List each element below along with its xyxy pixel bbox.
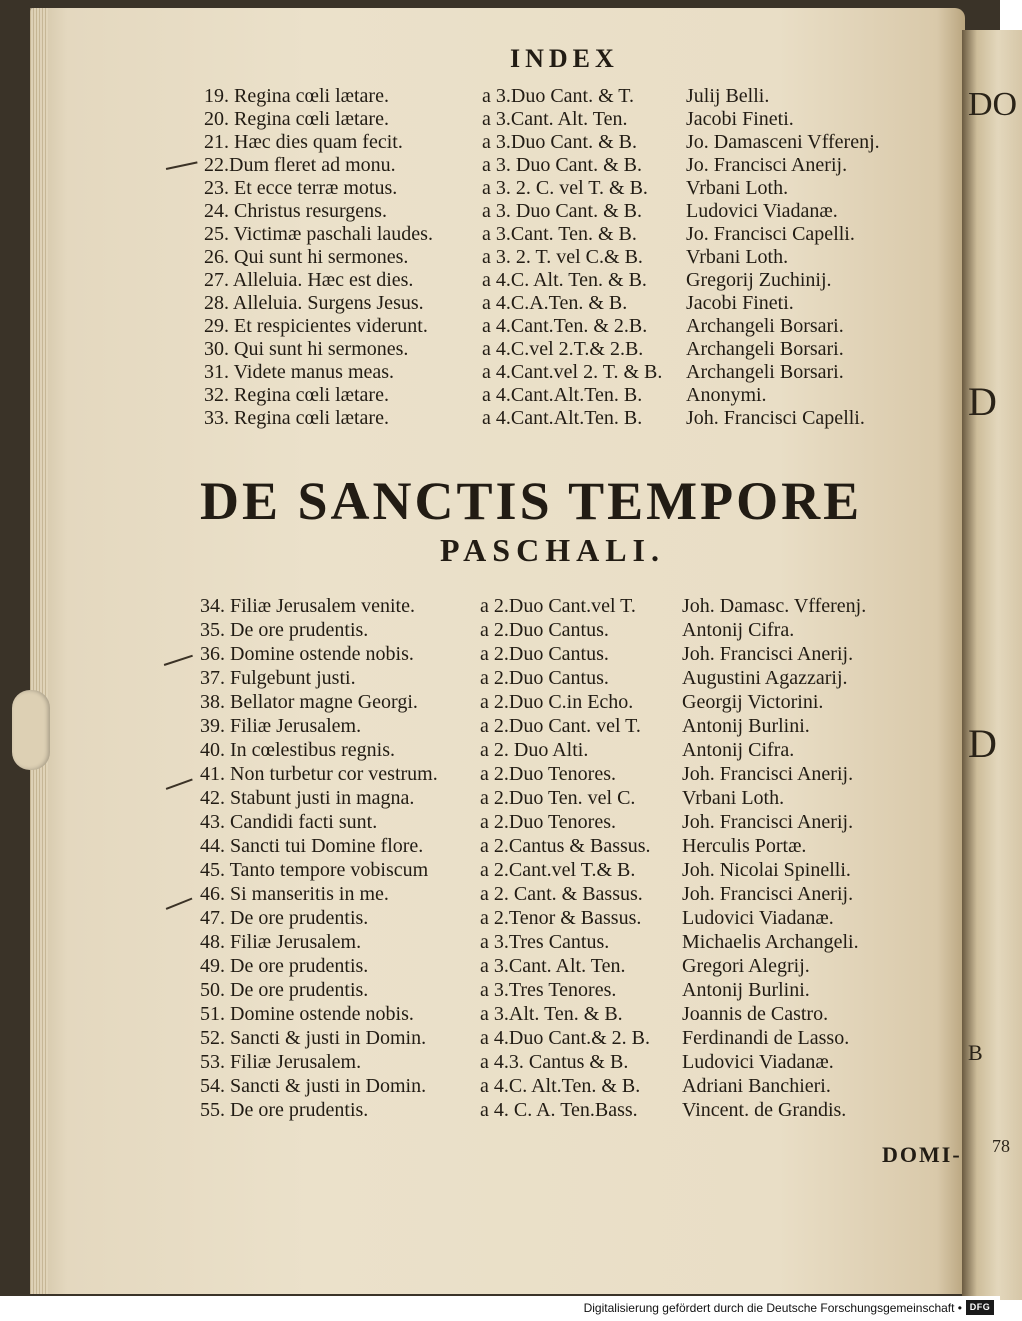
- index-entry: [0, 1002, 1000, 1026]
- funding-notice: Digitalisierung gefördert durch die Deutsche Forschungsgemeinschaft •: [583, 1301, 962, 1315]
- entry-composer: Ludovici Viadanæ.: [682, 907, 834, 929]
- entry-voicing: a 3. 2. C. vel T. & B.: [482, 177, 648, 199]
- index-entry: [0, 858, 1000, 882]
- entry-title: 25. Victimæ paschali laudes.: [204, 223, 433, 245]
- index-entry: [0, 222, 1000, 246]
- entry-composer: Ludovici Viadanæ.: [682, 1051, 834, 1073]
- entry-title: 36. Domine ostende nobis.: [200, 643, 414, 665]
- entry-voicing: a 3. Duo Cant. & B.: [482, 200, 642, 222]
- next-page-fragment: D: [968, 721, 997, 766]
- entry-voicing: a 3.Cant. Alt. Ten.: [482, 108, 628, 130]
- index-entry: [0, 594, 1000, 618]
- next-page-fragment: B: [968, 1040, 983, 1065]
- entry-voicing: a 4.Cant.vel 2. T. & B.: [482, 361, 663, 383]
- entry-composer: Vincent. de Grandis.: [682, 1099, 847, 1121]
- entry-voicing: a 4.C. Alt.Ten. & B.: [480, 1075, 641, 1097]
- entry-title: 44. Sancti tui Domine flore.: [200, 835, 424, 857]
- next-page-fragment: D: [968, 379, 997, 424]
- entry-voicing: a 3.Tres Tenores.: [480, 979, 617, 1001]
- entry-composer: Joh. Francisci Anerij.: [682, 883, 854, 905]
- entry-composer: Jacobi Fineti.: [686, 108, 794, 130]
- entry-voicing: a 4.Cant.Alt.Ten. B.: [482, 407, 643, 429]
- digitization-footer: [0, 1296, 1000, 1321]
- entry-composer: Anonymi.: [686, 384, 767, 406]
- entry-voicing: a 3. Duo Cant. & B.: [482, 154, 642, 176]
- entry-voicing: a 4.C.vel 2.T.& 2.B.: [482, 338, 644, 360]
- entry-voicing: a 3.Duo Cant. & B.: [482, 131, 637, 153]
- index-entry: [0, 406, 1000, 430]
- entry-title: 50. De ore prudentis.: [200, 979, 369, 1001]
- entry-composer: Vrbani Loth.: [686, 246, 789, 268]
- running-head: INDEX: [510, 44, 619, 73]
- index-entry: [0, 291, 1000, 315]
- index-entry: [0, 383, 1000, 407]
- entry-title: 26. Qui sunt hi sermones.: [204, 246, 409, 268]
- entry-title: 52. Sancti & justi in Domin.: [200, 1027, 427, 1049]
- entry-title: 32. Regina cœli lætare.: [204, 384, 389, 406]
- entry-title: 19. Regina cœli lætare.: [204, 85, 389, 107]
- entry-composer: Gregori Alegrij.: [682, 955, 810, 977]
- entry-voicing: a 2.Duo Cant. vel T.: [480, 715, 641, 737]
- index-entry: [0, 738, 1000, 762]
- entry-title: 40. In cœlestibus regnis.: [200, 739, 395, 761]
- entry-composer: Antonij Cifra.: [682, 739, 795, 761]
- index-entry: [0, 714, 1000, 738]
- entry-title: 37. Fulgebunt justi.: [200, 667, 356, 689]
- next-page-fragment: 78: [992, 1136, 1010, 1156]
- entry-title: 46. Si manseritis in me.: [200, 883, 389, 905]
- entry-voicing: a 2.Tenor & Bassus.: [480, 907, 642, 929]
- entry-composer: Ludovici Viadanæ.: [686, 200, 838, 222]
- index-entry: [0, 314, 1000, 338]
- index-entry: [0, 107, 1000, 131]
- index-entry: [0, 834, 1000, 858]
- entry-composer: Adriani Banchieri.: [682, 1075, 831, 1097]
- entry-voicing: a 2.Duo C.in Echo.: [480, 691, 634, 713]
- entry-title: 39. Filiæ Jerusalem.: [200, 715, 362, 737]
- entry-composer: Gregorij Zuchinij.: [686, 269, 832, 291]
- entry-composer: Archangeli Borsari.: [686, 315, 844, 337]
- entry-title: 23. Et ecce terræ motus.: [204, 177, 398, 199]
- entry-voicing: a 4.3. Cantus & B.: [480, 1051, 629, 1073]
- index-entry: [0, 130, 1000, 154]
- index-entry: [0, 153, 1000, 177]
- entry-composer: Michaelis Archangeli.: [682, 931, 859, 953]
- entry-composer: Jacobi Fineti.: [686, 292, 794, 314]
- index-entry: [0, 245, 1000, 269]
- index-entry: [0, 978, 1000, 1002]
- entry-voicing: a 4. C. A. Ten.Bass.: [480, 1099, 638, 1121]
- entry-voicing: a 2.Duo Cant.vel T.: [480, 595, 636, 617]
- entry-composer: Vrbani Loth.: [686, 177, 789, 199]
- index-entry: [0, 360, 1000, 384]
- entry-composer: Julij Belli.: [686, 85, 770, 107]
- entry-title: 42. Stabunt justi in magna.: [200, 787, 415, 809]
- index-entry: [0, 1050, 1000, 1074]
- entry-title: 49. De ore prudentis.: [200, 955, 369, 977]
- entry-composer: Archangeli Borsari.: [686, 338, 844, 360]
- index-entry: [0, 930, 1000, 954]
- entry-title: 33. Regina cœli lætare.: [204, 407, 389, 429]
- entry-title: 27. Alleluia. Hæc est dies.: [204, 269, 414, 291]
- entry-voicing: a 4.C. Alt. Ten. & B.: [482, 269, 647, 291]
- index-entry: [0, 810, 1000, 834]
- entry-composer: Archangeli Borsari.: [686, 361, 844, 383]
- entry-composer: Antonij Burlini.: [682, 979, 810, 1001]
- entry-title: 43. Candidi facti sunt.: [200, 811, 378, 833]
- entry-title: 45. Tanto tempore vobiscum: [200, 859, 429, 881]
- index-entry: [0, 786, 1000, 810]
- entry-voicing: a 3.Cant. Ten. & B.: [482, 223, 637, 245]
- entry-voicing: a 3.Alt. Ten. & B.: [480, 1003, 623, 1025]
- entry-voicing: a 3.Cant. Alt. Ten.: [480, 955, 626, 977]
- index-entry: [0, 1098, 1000, 1122]
- catchword: DOMI-: [882, 1142, 962, 1167]
- entry-voicing: a 2.Duo Tenores.: [480, 811, 616, 833]
- entry-composer: Herculis Portæ.: [682, 835, 807, 857]
- entry-voicing: a 3.Tres Cantus.: [480, 931, 610, 953]
- index-entry: [0, 176, 1000, 200]
- entry-composer: Joh. Damasc. Vfferenj.: [682, 595, 867, 617]
- entry-voicing: a 4.Duo Cant.& 2. B.: [480, 1027, 650, 1049]
- entry-composer: Joh. Nicolai Spinelli.: [682, 859, 851, 881]
- index-entry: [0, 690, 1000, 714]
- entry-title: 51. Domine ostende nobis.: [200, 1003, 414, 1025]
- entry-title: 24. Christus resurgens.: [204, 200, 387, 222]
- entry-composer: Antonij Burlini.: [682, 715, 810, 737]
- index-entry: [0, 954, 1000, 978]
- entry-composer: Jo. Francisci Anerij.: [686, 154, 848, 176]
- entry-title: 34. Filiæ Jerusalem venite.: [200, 595, 415, 617]
- index-entry: [0, 84, 1000, 108]
- entry-voicing: a 2.Duo Tenores.: [480, 763, 616, 785]
- entry-composer: Joh. Francisci Anerij.: [682, 643, 854, 665]
- entry-voicing: a 2.Duo Cantus.: [480, 643, 609, 665]
- index-entry: [0, 268, 1000, 292]
- entry-composer: Vrbani Loth.: [682, 787, 785, 809]
- entry-title: 47. De ore prudentis.: [200, 907, 369, 929]
- index-entry: [0, 199, 1000, 223]
- entry-title: 35. De ore prudentis.: [200, 619, 369, 641]
- entry-voicing: a 2.Cant.vel T.& B.: [480, 859, 636, 881]
- index-entry: [0, 762, 1000, 786]
- entry-title: 22.Dum fleret ad monu.: [204, 154, 396, 176]
- entry-voicing: a 4.C.A.Ten. & B.: [482, 292, 628, 314]
- entry-composer: Joh. Francisci Capelli.: [686, 407, 865, 429]
- entry-voicing: a 3. 2. T. vel C.& B.: [482, 246, 643, 268]
- next-page-fragment: DO: [968, 86, 1018, 123]
- entry-composer: Antonij Cifra.: [682, 619, 795, 641]
- entry-title: 30. Qui sunt hi sermones.: [204, 338, 409, 360]
- index-entry: [0, 1026, 1000, 1050]
- entry-title: 20. Regina cœli lætare.: [204, 108, 389, 130]
- entry-composer: Augustini Agazzarij.: [682, 667, 848, 689]
- entry-voicing: a 2.Duo Cantus.: [480, 619, 609, 641]
- entry-title: 21. Hæc dies quam fecit.: [204, 131, 403, 153]
- entry-title: 28. Alleluia. Surgens Jesus.: [204, 292, 424, 314]
- index-entry: [0, 642, 1000, 666]
- entry-title: 31. Videte manus meas.: [204, 361, 395, 383]
- entry-title: 53. Filiæ Jerusalem.: [200, 1051, 362, 1073]
- entry-title: 55. De ore prudentis.: [200, 1099, 369, 1121]
- entry-composer: Jo. Francisci Capelli.: [686, 223, 855, 245]
- entry-composer: Joh. Francisci Anerij.: [682, 763, 854, 785]
- entry-voicing: a 2.Duo Ten. vel C.: [480, 787, 636, 809]
- section-subtitle: PASCHALI.: [440, 532, 665, 568]
- index-entry: [0, 337, 1000, 361]
- entry-composer: Joh. Francisci Anerij.: [682, 811, 854, 833]
- entry-title: 41. Non turbetur cor vestrum.: [200, 763, 438, 785]
- entry-title: 54. Sancti & justi in Domin.: [200, 1075, 427, 1097]
- entry-voicing: a 2. Cant. & Bassus.: [480, 883, 643, 905]
- entry-composer: Jo. Damasceni Vfferenj.: [686, 131, 880, 153]
- index-entry: [0, 882, 1000, 906]
- entry-title: 48. Filiæ Jerusalem.: [200, 931, 362, 953]
- entry-composer: Ferdinandi de Lasso.: [682, 1027, 850, 1049]
- entry-voicing: a 4.Cant.Ten. & 2.B.: [482, 315, 648, 337]
- index-entry: [0, 906, 1000, 930]
- index-entry: [0, 1074, 1000, 1098]
- entry-voicing: a 3.Duo Cant. & T.: [482, 85, 635, 107]
- entry-composer: Georgij Victorini.: [682, 691, 824, 713]
- index-entry: [0, 618, 1000, 642]
- entry-voicing: a 2.Cantus & Bassus.: [480, 835, 651, 857]
- section-title: DE SANCTIS TEMPORE: [200, 471, 863, 531]
- entry-title: 29. Et respicientes viderunt.: [204, 315, 428, 337]
- entry-title: 38. Bellator magne Georgi.: [200, 691, 418, 713]
- index-entry: [0, 666, 1000, 690]
- entry-voicing: a 4.Cant.Alt.Ten. B.: [482, 384, 643, 406]
- dfg-logo: DFG: [966, 1300, 994, 1315]
- entry-voicing: a 2. Duo Alti.: [480, 739, 589, 761]
- entry-voicing: a 2.Duo Cantus.: [480, 667, 609, 689]
- entry-composer: Joannis de Castro.: [682, 1003, 829, 1025]
